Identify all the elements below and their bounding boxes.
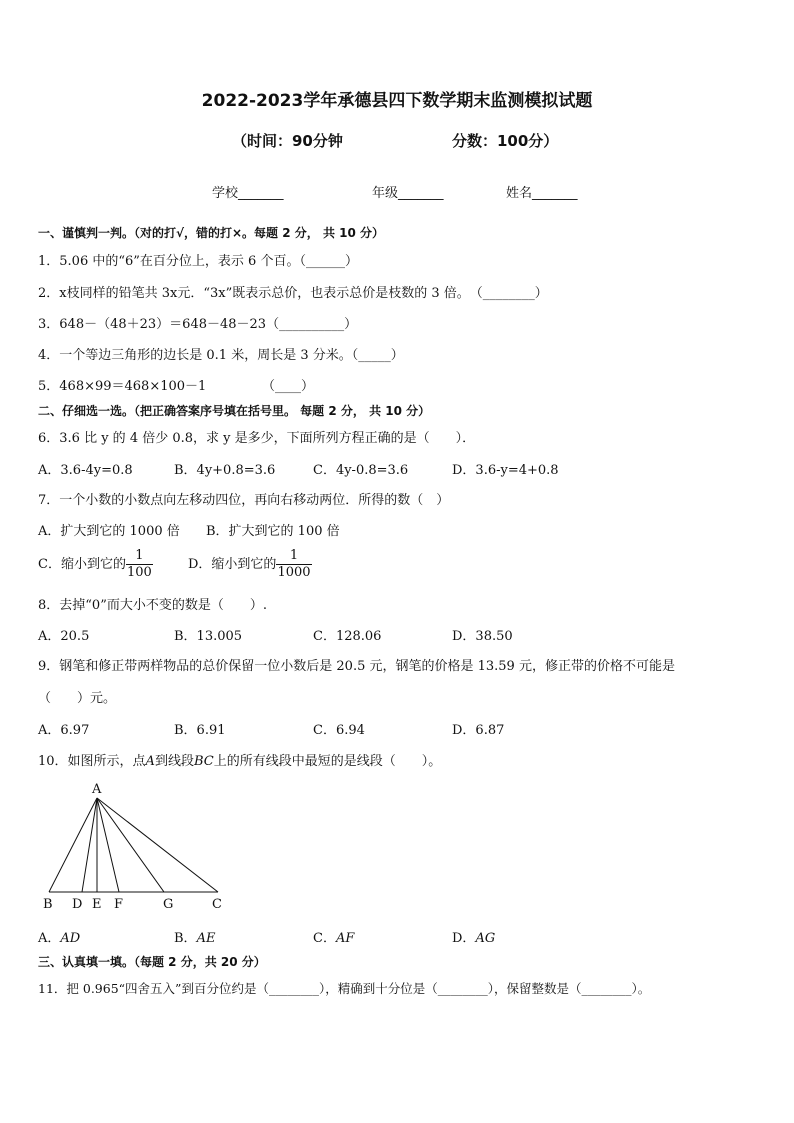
q7-option-b: B．扩大到它的 100 倍 bbox=[206, 524, 340, 539]
q6-option-b: B．4y+0.8=3.6 bbox=[174, 463, 276, 478]
q10-segment-bc: BC bbox=[193, 754, 214, 769]
exam-time: （时间：90分钟 bbox=[232, 132, 343, 150]
question-1: 1．5.06 中的“6”在百分位上，表示 6 个百。（______） bbox=[38, 254, 358, 269]
label-g: G bbox=[163, 897, 174, 912]
name-field: 姓名_______ bbox=[506, 186, 578, 201]
q10-option-value: AD bbox=[60, 931, 81, 946]
q10-text-mid: 到线段 bbox=[154, 754, 194, 769]
q10-point-a: A bbox=[145, 754, 155, 769]
question-9-line2: （ ）元。 bbox=[38, 691, 117, 706]
question-3: 3．648－（48＋23）＝648－48－23（__________） bbox=[38, 317, 358, 332]
section2-heading: 二、仔细选一选。（把正确答案序号填在括号里。 每题 2 分， 共 10 分） bbox=[38, 404, 431, 418]
fraction-denominator: 1000 bbox=[277, 565, 311, 580]
question-2: 2．x枝同样的铅笔共 3x元．“3x”既表示总价，也表示总价是枝数的 3 倍。 （________） bbox=[38, 286, 548, 301]
question-5-blank: （____） bbox=[262, 379, 315, 394]
question-5: 5．468×99＝468×100－1 bbox=[38, 379, 207, 394]
grade-field: 年级_______ bbox=[372, 186, 444, 201]
question-10 bbox=[38, 750, 441, 769]
q8-option-c: C．128.06 bbox=[313, 629, 382, 644]
school-field: 学校_______ bbox=[212, 186, 284, 201]
fraction-numerator: 1 bbox=[276, 548, 311, 565]
segment-ac bbox=[97, 798, 218, 892]
label-a: A bbox=[92, 782, 102, 797]
question-6: 6．3.6 比 y 的 4 倍少 0.8，求 y 是多少，下面所列方程正确的是（ ）． bbox=[38, 431, 476, 446]
fraction-denominator: 100 bbox=[126, 565, 152, 580]
section3-heading: 三、认真填一填。（每题 2 分，共 20 分） bbox=[38, 955, 266, 969]
q10-text-pre: 10．如图所示，点 bbox=[38, 754, 146, 769]
q7-option-c bbox=[38, 548, 153, 581]
q10-option-d bbox=[452, 927, 495, 946]
q10-option-c bbox=[313, 927, 354, 946]
q6-option-a: A．3.6-4y=0.8 bbox=[38, 463, 133, 478]
exam-score: 分数：100分） bbox=[452, 132, 559, 150]
q9-option-a: A．6.97 bbox=[38, 723, 90, 738]
question-11: 11．把 0.965“四舍五入”到百分位约是（________），精确到十分位是（________），保留整数是（________）。 bbox=[38, 981, 651, 996]
q9-option-c: C．6.94 bbox=[313, 723, 365, 738]
q10-option-letter: A． bbox=[38, 931, 61, 946]
q10-text-post: 上的所有线段中最短的是线段（ ）。 bbox=[213, 754, 442, 769]
q9-option-b: B．6.91 bbox=[174, 723, 226, 738]
q10-option-a bbox=[38, 927, 80, 946]
q10-option-letter: C． bbox=[313, 931, 336, 946]
fraction-1-100 bbox=[126, 548, 153, 581]
q8-option-a: A．20.5 bbox=[38, 629, 90, 644]
q9-option-d: D．6.87 bbox=[452, 723, 505, 738]
q10-option-value: AF bbox=[335, 931, 355, 946]
q7-option-d bbox=[188, 548, 312, 581]
q10-option-letter: D． bbox=[452, 931, 476, 946]
q6-option-c: C．4y-0.8=3.6 bbox=[313, 463, 409, 478]
label-c: C bbox=[212, 897, 222, 912]
fraction-numerator: 1 bbox=[126, 548, 153, 565]
q7-option-d-text: D．缩小到它的 bbox=[188, 557, 277, 572]
q8-option-d: D．38.50 bbox=[452, 629, 513, 644]
q7-option-a: A．扩大到它的 1000 倍 bbox=[38, 524, 180, 539]
question-7: 7．一个小数的小数点向左移动四位，再向右移动两位．所得的数（ ） bbox=[38, 493, 450, 508]
q10-option-value: AG bbox=[475, 931, 496, 946]
q7-option-c-text: C．缩小到它的 bbox=[38, 557, 126, 572]
segment-ag bbox=[97, 798, 164, 892]
label-b: B bbox=[43, 897, 53, 912]
label-f: F bbox=[114, 897, 124, 912]
page-title: 2022-2023学年承德县四下数学期末监测模拟试题 bbox=[201, 91, 593, 111]
question-9-line1: 9．钢笔和修正带两样物品的总价保留一位小数后是 20.5 元，钢笔的价格是 13.59 元，修正带的价格不可能是 bbox=[38, 659, 675, 674]
q6-option-d: D．3.6-y=4+0.8 bbox=[452, 463, 559, 478]
label-e: E bbox=[92, 897, 102, 912]
question-8: 8．去掉“0”而大小不变的数是（ ）. bbox=[38, 598, 267, 613]
section1-heading: 一、谨慎判一判。（对的打√，错的打×。每题 2 分， 共 10 分） bbox=[38, 226, 384, 240]
label-d: D bbox=[72, 897, 83, 912]
q10-option-value: AE bbox=[196, 931, 216, 946]
q10-option-letter: B． bbox=[174, 931, 197, 946]
fraction-1-1000 bbox=[276, 548, 311, 581]
q10-option-b bbox=[174, 927, 215, 946]
q8-option-b: B．13.005 bbox=[174, 629, 243, 644]
triangle-figure bbox=[30, 778, 240, 912]
question-4: 4．一个等边三角形的边长是 0.1 米，周长是 3 分米。（_____） bbox=[38, 348, 404, 363]
